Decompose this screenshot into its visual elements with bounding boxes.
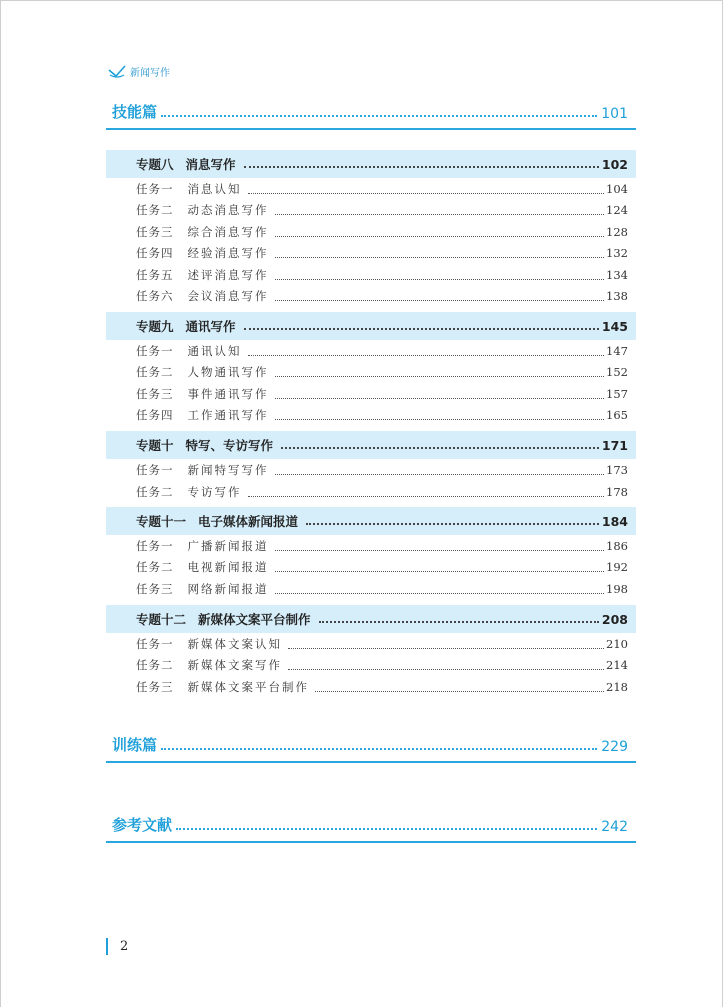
- task-page: 173: [606, 463, 628, 477]
- topic-name: 特写、专访写作: [185, 438, 274, 453]
- topic-name: 新媒体文案平台制作: [198, 612, 311, 627]
- task-number: 任务四: [136, 246, 174, 260]
- section-page: 229: [601, 739, 628, 755]
- task-page: 178: [606, 485, 628, 499]
- task-page: 186: [606, 539, 628, 553]
- task-name: 新媒体文案认知: [187, 637, 282, 651]
- dot-leader: [275, 300, 605, 301]
- topic-page: 145: [601, 318, 628, 334]
- task-row[interactable]: [106, 579, 636, 599]
- task-row[interactable]: [106, 634, 636, 654]
- task-number: 任务二: [136, 203, 174, 217]
- topic-page: 208: [601, 611, 628, 627]
- task-row[interactable]: [106, 286, 636, 306]
- topic-page: 184: [601, 513, 628, 529]
- task-row[interactable]: [106, 677, 636, 697]
- dot-leader: [161, 115, 597, 117]
- topic-name: 电子媒体新闻报道: [198, 514, 299, 529]
- task-number: 任务一: [136, 182, 174, 196]
- task-name: 人物通讯写作: [187, 365, 269, 379]
- task-page: 198: [606, 582, 628, 596]
- dot-leader: [319, 621, 599, 623]
- section-references[interactable]: [106, 813, 636, 843]
- task-row[interactable]: [106, 200, 636, 220]
- task-page: 192: [606, 560, 628, 574]
- task-number: 任务四: [136, 408, 174, 422]
- task-row[interactable]: [106, 265, 636, 285]
- task-name: 经验消息写作: [187, 246, 269, 260]
- task-number: 任务五: [136, 268, 174, 282]
- topic-number: 专题十二: [136, 612, 187, 627]
- task-page: 124: [606, 203, 628, 217]
- task-page: 210: [606, 637, 628, 651]
- task-row[interactable]: [106, 557, 636, 577]
- task-name: 动态消息写作: [187, 203, 269, 217]
- task-name: 会议消息写作: [187, 289, 269, 303]
- task-page: 132: [606, 246, 628, 260]
- section-page: 242: [601, 819, 628, 835]
- task-name: 通讯认知: [187, 344, 242, 358]
- task-number: 任务二: [136, 560, 174, 574]
- task-name: 网络新闻报道: [187, 582, 269, 596]
- running-header: [108, 62, 170, 80]
- dot-leader: [288, 669, 604, 670]
- topic-row[interactable]: [106, 150, 636, 178]
- dot-leader: [275, 550, 605, 551]
- header-book-title: 新闻写作: [130, 67, 170, 79]
- task-row[interactable]: [106, 655, 636, 675]
- task-name: 消息认知: [187, 182, 242, 196]
- book-logo-icon: [108, 64, 126, 78]
- topic-page: 102: [601, 156, 628, 172]
- section-page: 101: [601, 106, 628, 122]
- task-number: 任务三: [136, 680, 174, 694]
- task-number: 任务二: [136, 658, 174, 672]
- dot-leader: [275, 236, 605, 237]
- task-number: 任务三: [136, 387, 174, 401]
- task-name: 综合消息写作: [187, 225, 269, 239]
- topic-number: 专题八: [136, 157, 174, 172]
- task-page: 138: [606, 289, 628, 303]
- section-training[interactable]: [106, 733, 636, 763]
- dot-leader: [281, 447, 599, 449]
- dot-leader: [275, 214, 605, 215]
- task-number: 任务一: [136, 539, 174, 553]
- dot-leader: [275, 474, 605, 475]
- task-row[interactable]: [106, 460, 636, 480]
- topic-row[interactable]: [106, 507, 636, 535]
- dot-leader: [176, 828, 597, 830]
- task-page: 104: [606, 182, 628, 196]
- topic-number: 专题十: [136, 438, 174, 453]
- task-name: 专访写作: [187, 485, 242, 499]
- topic-name: 消息写作: [185, 157, 236, 172]
- dot-leader: [275, 279, 605, 280]
- task-number: 任务三: [136, 225, 174, 239]
- dot-leader: [275, 419, 605, 420]
- task-number: 任务三: [136, 582, 174, 596]
- dot-leader: [244, 328, 599, 330]
- topic-number: 专题九: [136, 319, 174, 334]
- dot-leader: [275, 593, 605, 594]
- dot-leader: [306, 523, 599, 525]
- folio-bar: [106, 938, 108, 955]
- topic-row[interactable]: [106, 312, 636, 340]
- task-name: 新媒体文案写作: [187, 658, 282, 672]
- task-name: 工作通讯写作: [187, 408, 269, 422]
- topic-row[interactable]: [106, 431, 636, 459]
- dot-leader: [315, 691, 604, 692]
- task-number: 任务一: [136, 463, 174, 477]
- dot-leader: [275, 571, 605, 572]
- topic-name: 通讯写作: [185, 319, 236, 334]
- task-name: 新闻特写写作: [187, 463, 269, 477]
- task-row[interactable]: [106, 362, 636, 382]
- task-page: 147: [606, 344, 628, 358]
- dot-leader: [248, 355, 605, 356]
- dot-leader: [161, 748, 597, 750]
- task-number: 任务二: [136, 365, 174, 379]
- task-row[interactable]: [106, 179, 636, 199]
- task-name: 电视新闻报道: [187, 560, 269, 574]
- dot-leader: [275, 376, 605, 377]
- topic-row[interactable]: [106, 605, 636, 633]
- dot-leader: [288, 648, 604, 649]
- page-folio: [106, 938, 128, 955]
- section-title: 技能篇: [112, 103, 158, 121]
- task-page: 134: [606, 268, 628, 282]
- task-row[interactable]: [106, 536, 636, 556]
- task-name: 述评消息写作: [187, 268, 269, 282]
- task-row[interactable]: [106, 243, 636, 263]
- task-row[interactable]: [106, 341, 636, 361]
- task-number: 任务一: [136, 637, 174, 651]
- task-row[interactable]: [106, 405, 636, 425]
- task-name: 事件通讯写作: [187, 387, 269, 401]
- task-row[interactable]: [106, 482, 636, 502]
- task-page: 218: [606, 680, 628, 694]
- section-title: 训练篇: [112, 736, 158, 754]
- page-number: 2: [120, 939, 129, 954]
- section-skills[interactable]: [106, 100, 636, 130]
- dot-leader: [275, 398, 605, 399]
- task-number: 任务一: [136, 344, 174, 358]
- task-name: 广播新闻报道: [187, 539, 269, 553]
- task-page: 128: [606, 225, 628, 239]
- task-row[interactable]: [106, 222, 636, 242]
- task-number: 任务六: [136, 289, 174, 303]
- topic-number: 专题十一: [136, 514, 187, 529]
- task-number: 任务二: [136, 485, 174, 499]
- task-page: 157: [606, 387, 628, 401]
- task-name: 新媒体文案平台制作: [187, 680, 309, 694]
- task-page: 152: [606, 365, 628, 379]
- task-page: 165: [606, 408, 628, 422]
- dot-leader: [248, 496, 605, 497]
- topic-page: 171: [601, 437, 628, 453]
- task-row[interactable]: [106, 384, 636, 404]
- dot-leader: [244, 166, 599, 168]
- dot-leader: [275, 257, 605, 258]
- task-page: 214: [606, 658, 628, 672]
- section-title: 参考文献: [112, 816, 173, 834]
- dot-leader: [248, 193, 605, 194]
